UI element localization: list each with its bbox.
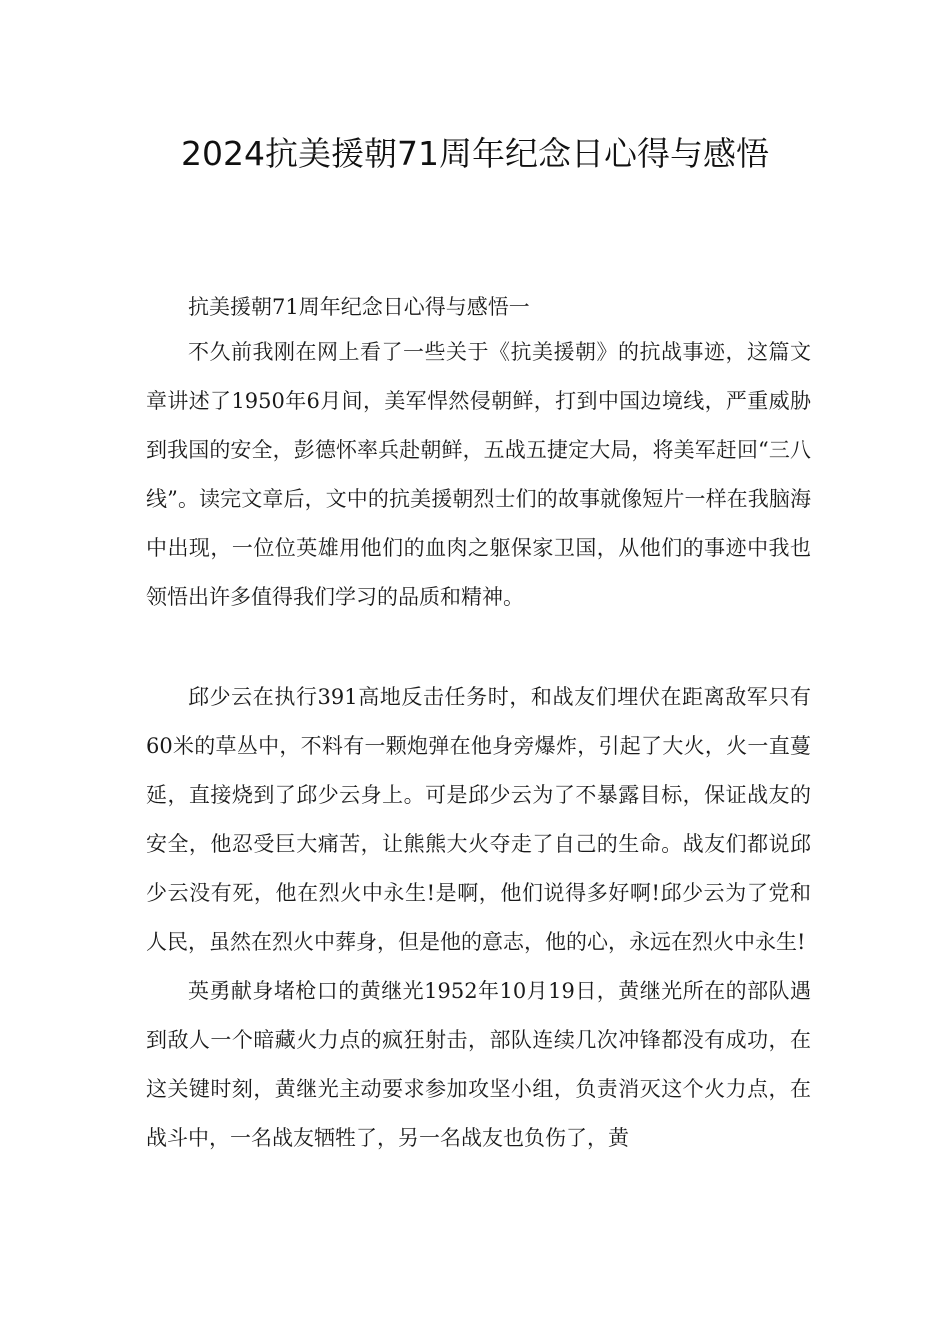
paragraph-block-2: [146, 673, 811, 1163]
paragraph-block-1: [146, 328, 811, 622]
paragraph-2: 邱少云在执行391高地反击任务时，和战友们埋伏在距离敌军只有60米的草丛中，不料有一颗炮弹在他身旁爆炸，引起了大火，火一直蔓延，直接烧到了邱少云身上。可是邱少云为了不暴露目标，保证战友的安全，他忍受巨大痛苦，让熊熊大火夺走了自己的生命。战友们都说邱少云没有死，他在烈火中永生!是啊，他们说得多好啊!邱少云为了党和人民，虽然在烈火中葬身，但是他的意志，他的心，永远在烈火中永生!: [146, 685, 811, 954]
paragraph-3: 英勇献身堵枪口的黄继光1952年10月19日，黄继光所在的部队遇到敌人一个暗藏火力点的疯狂射击，部队连续几次冲锋都没有成功，在这关键时刻，黄继光主动要求参加攻坚小组，负责消灭这个火力点，在战斗中，一名战友牺牲了，另一名战友也负伤了，黄: [146, 979, 811, 1150]
document-title: 2024抗美援朝71周年纪念日心得与感悟: [181, 134, 769, 173]
section-heading-block: [146, 283, 811, 332]
section-heading: 抗美援朝71周年纪念日心得与感悟一: [188, 295, 530, 319]
paragraph-1: 不久前我刚在网上看了一些关于《抗美援朝》的抗战事迹，这篇文章讲述了1950年6月间，美军悍然侵朝鲜，打到中国边境线，严重威胁到我国的安全，彭德怀率兵赴朝鲜，五战五捷定大局，将美军赶回“三八线”。读完文章后，文中的抗美援朝烈士们的故事就像短片一样在我脑海中出现，一位位英雄用他们的血肉之躯保家卫国，从他们的事迹中我也领悟出许多值得我们学习的品质和精神。: [146, 340, 811, 609]
